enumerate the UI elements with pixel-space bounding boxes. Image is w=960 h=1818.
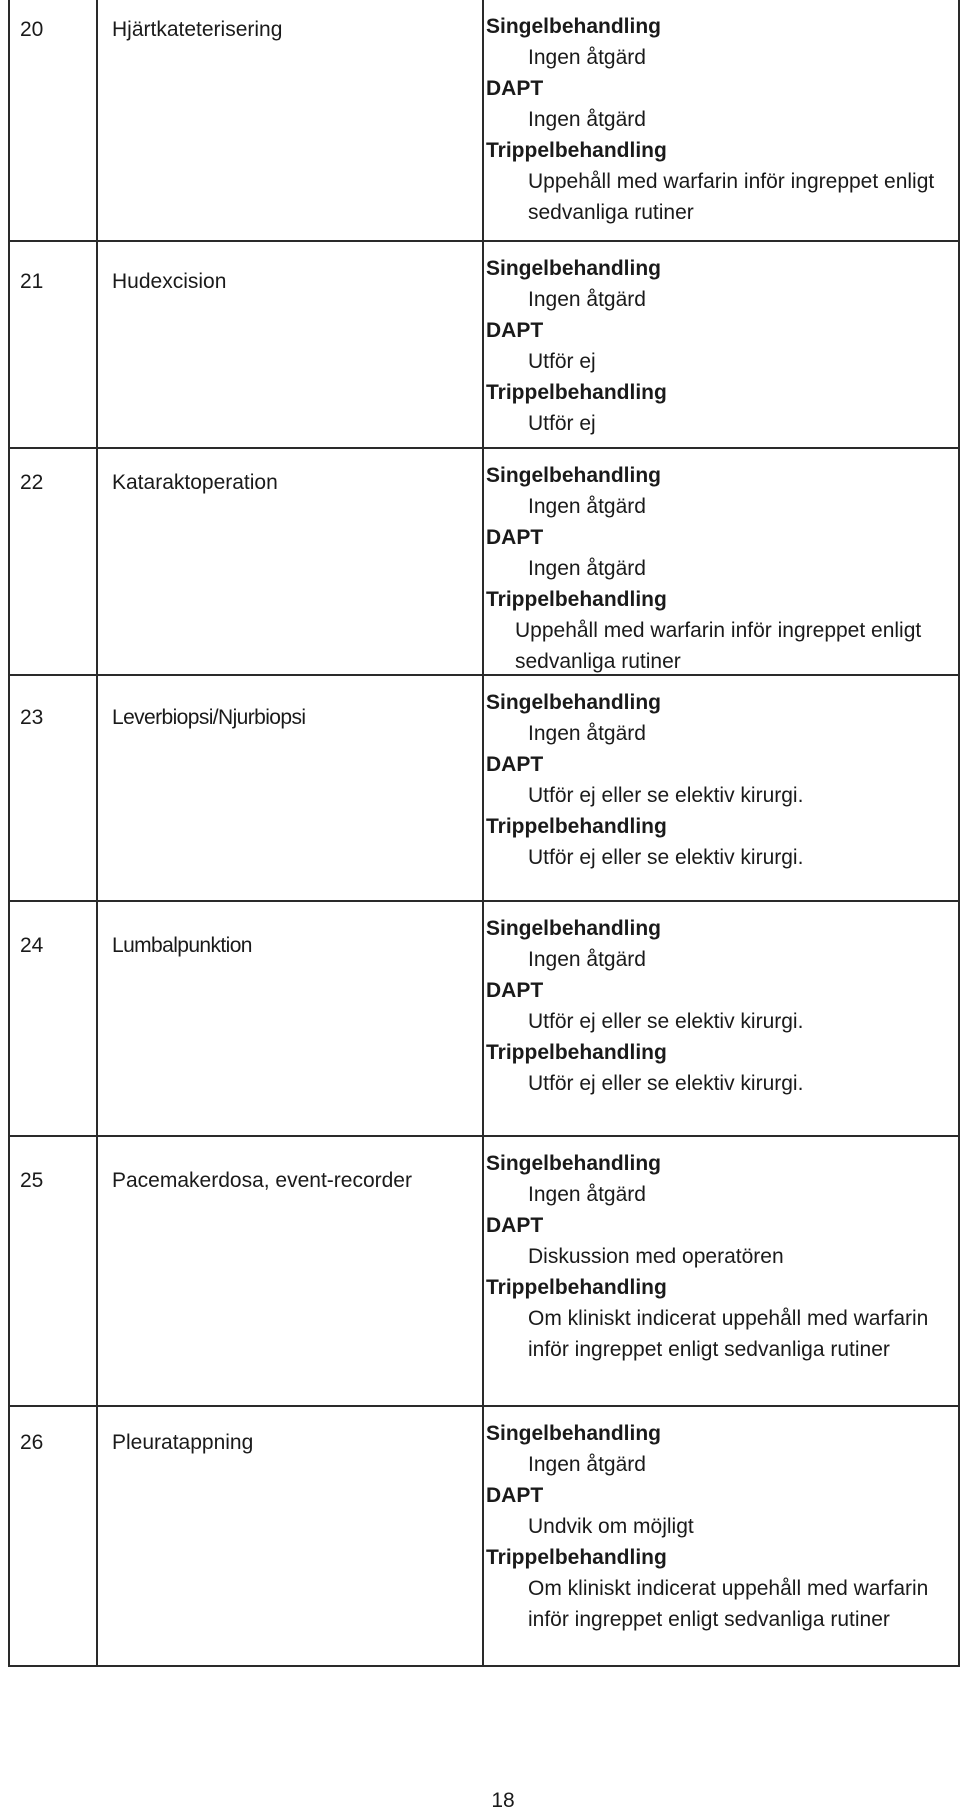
treatment-action: Diskussion med operatören	[528, 1245, 784, 1268]
treatment-action: Utför ej	[528, 350, 596, 373]
row-number: 26	[10, 1407, 98, 1665]
procedure-name: Pleuratappning	[98, 1407, 484, 1665]
row-number: 20	[10, 0, 98, 240]
treatment-heading: DAPT	[486, 1484, 544, 1507]
treatment-heading: DAPT	[486, 1214, 544, 1237]
row-number: 24	[10, 902, 98, 1135]
procedure-name: Hjärtkateterisering	[98, 0, 484, 240]
treatment-heading: Singelbehandling	[486, 917, 662, 940]
treatment-action: Utför ej	[528, 412, 596, 435]
treatment-heading: Trippelbehandling	[486, 588, 667, 611]
treatment-heading: Singelbehandling	[486, 1422, 662, 1445]
procedure-name: Kataraktoperation	[98, 449, 484, 674]
treatment-action: Ingen åtgärd	[528, 722, 646, 745]
page-number: 18	[491, 1789, 515, 1812]
treatment-cell	[484, 0, 958, 240]
treatment-action: Uppehåll med warfarin inför ingreppet enligt sedvanliga rutiner	[515, 619, 922, 673]
treatment-action: Utför ej eller se elektiv kirurgi.	[528, 846, 804, 869]
treatment-heading: DAPT	[486, 319, 544, 342]
row-number: 23	[10, 676, 98, 900]
table-row	[10, 240, 958, 447]
procedure-name: Hudexcision	[98, 242, 484, 447]
treatment-heading: DAPT	[486, 77, 544, 100]
treatment-action: Ingen åtgärd	[528, 108, 646, 131]
treatment-heading: Singelbehandling	[486, 257, 662, 280]
treatment-heading: DAPT	[486, 526, 544, 549]
treatment-heading: Trippelbehandling	[486, 381, 667, 404]
treatment-heading: Singelbehandling	[486, 691, 662, 714]
treatment-action: Ingen åtgärd	[528, 46, 646, 69]
treatment-action: Ingen åtgärd	[528, 948, 646, 971]
treatment-action: Undvik om möjligt	[528, 1515, 694, 1538]
treatment-action: Om kliniskt indicerat uppehåll med warfarin inför ingreppet enligt sedvanliga rutiner	[528, 1577, 929, 1631]
treatment-heading: Singelbehandling	[486, 15, 662, 38]
treatment-action: Ingen åtgärd	[528, 557, 646, 580]
treatment-cell	[484, 1137, 958, 1405]
treatment-cell	[484, 449, 958, 674]
treatment-heading: DAPT	[486, 979, 544, 1002]
treatment-heading: Singelbehandling	[486, 1152, 662, 1175]
treatment-action: Utför ej eller se elektiv kirurgi.	[528, 784, 804, 807]
treatment-action: Ingen åtgärd	[528, 1183, 646, 1206]
treatment-heading: Trippelbehandling	[486, 815, 667, 838]
treatment-heading: Trippelbehandling	[486, 1546, 667, 1569]
procedure-name: Pacemakerdosa, event-recorder	[98, 1137, 484, 1405]
row-number: 25	[10, 1137, 98, 1405]
treatment-cell	[484, 902, 958, 1135]
treatment-heading: Trippelbehandling	[486, 1276, 667, 1299]
procedure-name: Leverbiopsi/Njurbiopsi	[98, 676, 484, 900]
table-row	[10, 900, 958, 1135]
treatment-cell	[484, 676, 958, 900]
treatment-action: Om kliniskt indicerat uppehåll med warfarin inför ingreppet enligt sedvanliga rutiner	[528, 1307, 929, 1361]
treatment-heading: DAPT	[486, 753, 544, 776]
table-row	[10, 447, 958, 674]
treatment-cell	[484, 1407, 958, 1665]
treatment-action: Utför ej eller se elektiv kirurgi.	[528, 1010, 804, 1033]
treatment-cell	[484, 242, 958, 447]
table-row	[10, 0, 958, 240]
treatment-heading: Trippelbehandling	[486, 139, 667, 162]
treatment-action: Ingen åtgärd	[528, 288, 646, 311]
procedure-table	[8, 0, 960, 1667]
treatment-action: Ingen åtgärd	[528, 1453, 646, 1476]
treatment-action: Uppehåll med warfarin inför ingreppet enligt sedvanliga rutiner	[528, 170, 935, 224]
treatment-action: Utför ej eller se elektiv kirurgi.	[528, 1072, 804, 1095]
procedure-name: Lumbalpunktion	[98, 902, 484, 1135]
table-row	[10, 674, 958, 900]
table-row	[10, 1405, 958, 1665]
row-number: 21	[10, 242, 98, 447]
table-row	[10, 1135, 958, 1405]
treatment-heading: Singelbehandling	[486, 464, 662, 487]
treatment-action: Ingen åtgärd	[528, 495, 646, 518]
row-number: 22	[10, 449, 98, 674]
treatment-heading: Trippelbehandling	[486, 1041, 667, 1064]
